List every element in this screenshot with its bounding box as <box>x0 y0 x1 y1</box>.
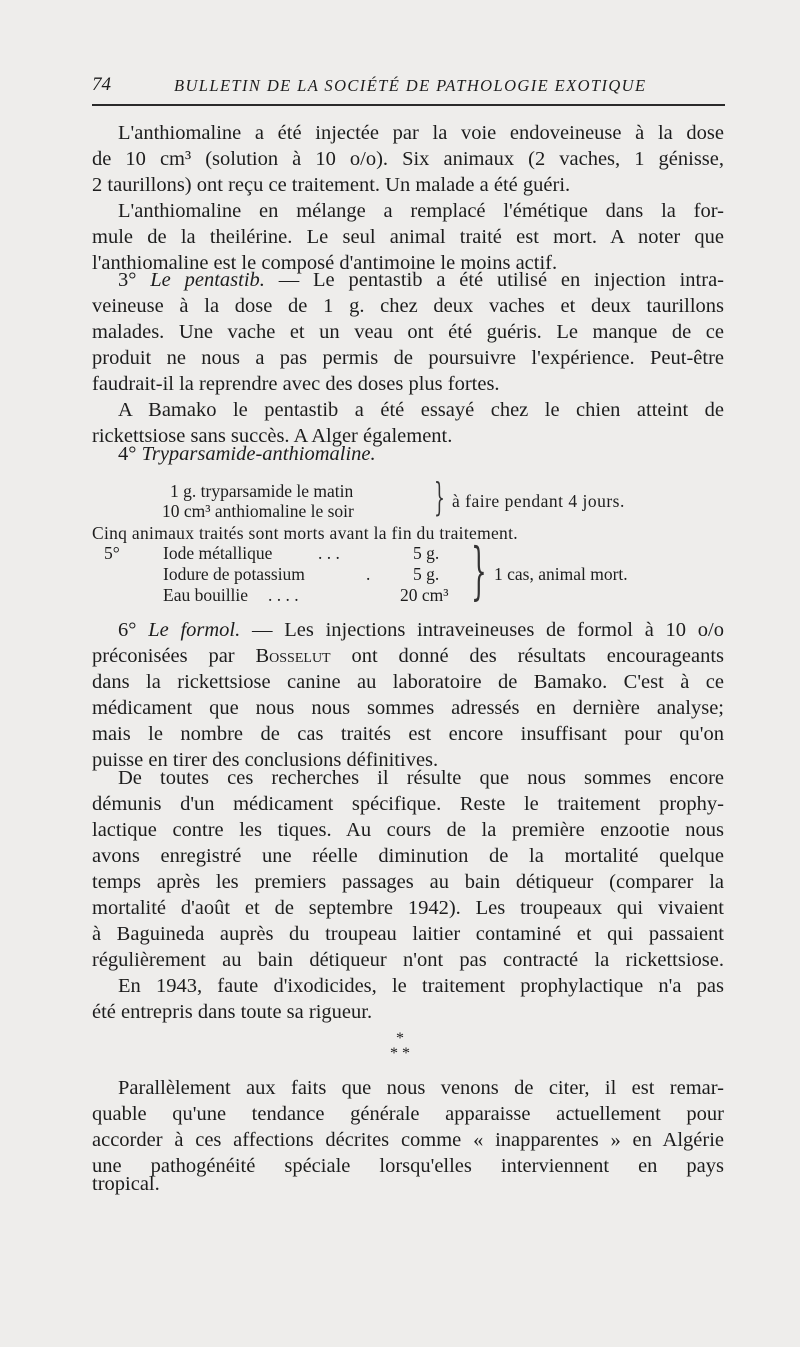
section-title: Le formol. <box>148 619 241 641</box>
text-line: accorder à ces affections décrites comme « inapparentes » en Algérie <box>92 1129 724 1151</box>
separator-star: * <box>396 1030 404 1047</box>
ingredient-amount: 5 g. <box>413 564 440 584</box>
section-number: 3° <box>118 269 137 291</box>
section-text: — Le pentastib a été utilisé en injection intra- <box>278 269 724 291</box>
section-text: — Les injections intraveineuses de formol à 10 o/o <box>252 619 724 641</box>
journal-title: BULLETIN DE LA SOCIÉTÉ DE PATHOLOGIE EXOTIQUE <box>174 76 647 95</box>
section-number: 6° <box>118 619 137 641</box>
section-3-heading-line <box>118 267 724 293</box>
text-line <box>92 643 724 669</box>
ingredient-amount: 20 cm³ <box>400 585 449 605</box>
text-line: été entrepris dans toute sa rigueur. <box>92 1001 373 1023</box>
leader-dots: . <box>366 564 371 584</box>
text-line: De toutes ces recherches il résulte que nous sommes encore <box>118 767 724 789</box>
text-line: de 10 cm³ (solution à 10 o/o). Six animaux (2 vaches, 1 génisse, <box>92 148 724 170</box>
ingredient-amount: 5 g. <box>413 543 440 563</box>
text-line: L'anthiomaline en mélange a remplacé l'émétique dans la for- <box>118 200 724 222</box>
text-segment: préconisées par <box>92 645 235 667</box>
page-number: 74 <box>92 74 111 95</box>
text-line: tropical. <box>92 1173 160 1195</box>
text-line: A Bamako le pentastib a été essayé chez le chien atteint de <box>118 399 724 421</box>
ingredient-name: Iode métallique <box>163 543 273 563</box>
ingredient-name: Eau bouillie <box>163 585 249 605</box>
section-title: Le pentastib. <box>150 269 265 291</box>
text-line: mortalité d'août et de septembre 1942). Les troupeaux qui vivaient <box>92 897 724 919</box>
ingredient-name: Iodure de potassium <box>163 564 305 584</box>
running-header <box>92 74 724 100</box>
dose-note: à faire pendant 4 jours. <box>452 491 625 511</box>
text-line: dans la rickettsiose canine au laboratoire de Bamako. C'est à ce <box>92 671 724 693</box>
text-line: régulièrement au bain détiqueur n'ont pas contracté la rickettsiose. <box>92 949 724 971</box>
text-line: L'anthiomaline a été injectée par la voie endoveineuse à la dose <box>118 122 724 144</box>
text-line: faudrait-il la reprendre avec des doses plus fortes. <box>92 373 500 395</box>
text-line: quable qu'une tendance générale apparaisse actuellement pour <box>92 1103 724 1125</box>
section-4-heading-line <box>118 441 724 467</box>
text-line: 2 taurillons) ont reçu ce traitement. Un malade a été guéri. <box>92 174 571 196</box>
leader-dots: . . . . <box>268 585 299 605</box>
text-line: puisse en tirer des conclusions définitives. <box>92 749 439 771</box>
text-line: une pathogénéité spéciale lorsqu'elles interviennent en pays <box>92 1155 724 1177</box>
text-line: mule de la theilérine. Le seul animal traité est mort. A noter que <box>92 226 724 248</box>
text-line: mais le nombre de cas traités est encore insuffisant pour qu'on <box>92 723 724 745</box>
section-number: 4° <box>118 443 137 465</box>
author-name: Bosselut <box>255 645 331 667</box>
section-number: 5° <box>104 543 120 563</box>
text-line: rickettsiose sans succès. A Alger également. <box>92 425 453 447</box>
text-line: temps après les premiers passages au bain détiqueur (comparer la <box>92 871 724 893</box>
text-line: produit ne nous a pas permis de poursuivre l'expérience. Peut-être <box>92 347 724 369</box>
text-line: malades. Une vache et un veau ont été guéris. Le manque de ce <box>92 321 724 343</box>
text-line: lactique contre les tiques. Au cours de la première enzootie nous <box>92 819 724 841</box>
text-line: démunis d'un médicament spécifique. Reste le traitement prophy- <box>92 793 724 815</box>
text-line: Parallèlement aux faits que nous venons de citer, il est remar- <box>118 1077 724 1099</box>
text-line: médicament que nous nous sommes adressés en dernière analyse; <box>92 697 724 719</box>
separator-stars: * * <box>390 1045 410 1062</box>
text-line: l'anthiomaline est le composé d'antimoine le moins actif. <box>92 252 558 274</box>
right-brace: } <box>434 475 445 519</box>
header-rule <box>92 104 725 106</box>
text-line: à Baguineda auprès du troupeau laitier contaminé et qui passaient <box>92 923 724 945</box>
text-line: veineuse à la dose de 1 g. chez deux vaches et deux taurillons <box>92 295 724 317</box>
section-6-heading-line <box>118 617 724 643</box>
text-line: avons enregistré une réelle diminution de la mortalité quelque <box>92 845 724 867</box>
right-brace: } <box>471 534 487 607</box>
result-line: Cinq animaux traités sont morts avant la fin du traitement. <box>92 523 518 543</box>
text-line: En 1943, faute d'ixodicides, le traitement prophylactique n'a pas <box>118 975 724 997</box>
section-title: Tryparsamide-anthiomaline. <box>141 443 376 465</box>
result-line: 1 cas, animal mort. <box>494 564 628 584</box>
dose-line: 10 cm³ anthiomaline le soir <box>162 501 354 521</box>
text-segment: ont donné des résultats encourageants <box>351 645 724 667</box>
leader-dots: . . . <box>318 543 340 563</box>
dose-line: 1 g. tryparsamide le matin <box>170 481 354 501</box>
